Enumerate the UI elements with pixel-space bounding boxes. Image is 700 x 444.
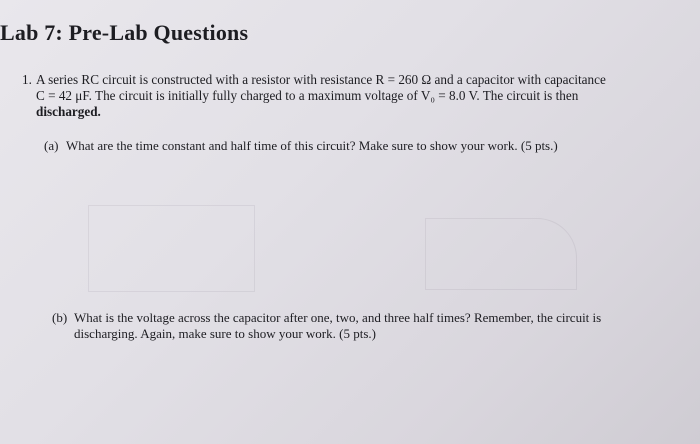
- question-number: 1.: [22, 72, 32, 87]
- part-b-label: (b): [52, 310, 68, 325]
- question-1-line-2: C = 42 μF. The circuit is initially fully charged to a maximum voltage of V₀ = 8.0 V. The circuit is then: [36, 88, 579, 103]
- part-a-text: What are the time constant and half time of this circuit? Make sure to show your work. (5 pts.): [66, 138, 558, 153]
- part-b-line-1: What is the voltage across the capacitor after one, two, and three half times? Remember, the circuit is: [74, 310, 602, 325]
- part-b-line-2: discharging. Again, make sure to show your work. (5 pts.): [74, 326, 376, 341]
- page-title: Lab 7: Pre-Lab Questions: [0, 20, 249, 45]
- question-1-line-3: discharged.: [36, 104, 101, 119]
- question-1-line-1: A series RC circuit is constructed with a resistor with resistance R = 260 Ω and a capacitor with capacitance: [36, 72, 606, 87]
- part-a-label: (a): [44, 138, 59, 153]
- question-1a: [44, 138, 558, 154]
- question-1: [22, 72, 677, 120]
- question-1b: [52, 310, 682, 342]
- bleed-through-curve: [425, 218, 577, 290]
- bleed-through-grid: [88, 205, 255, 292]
